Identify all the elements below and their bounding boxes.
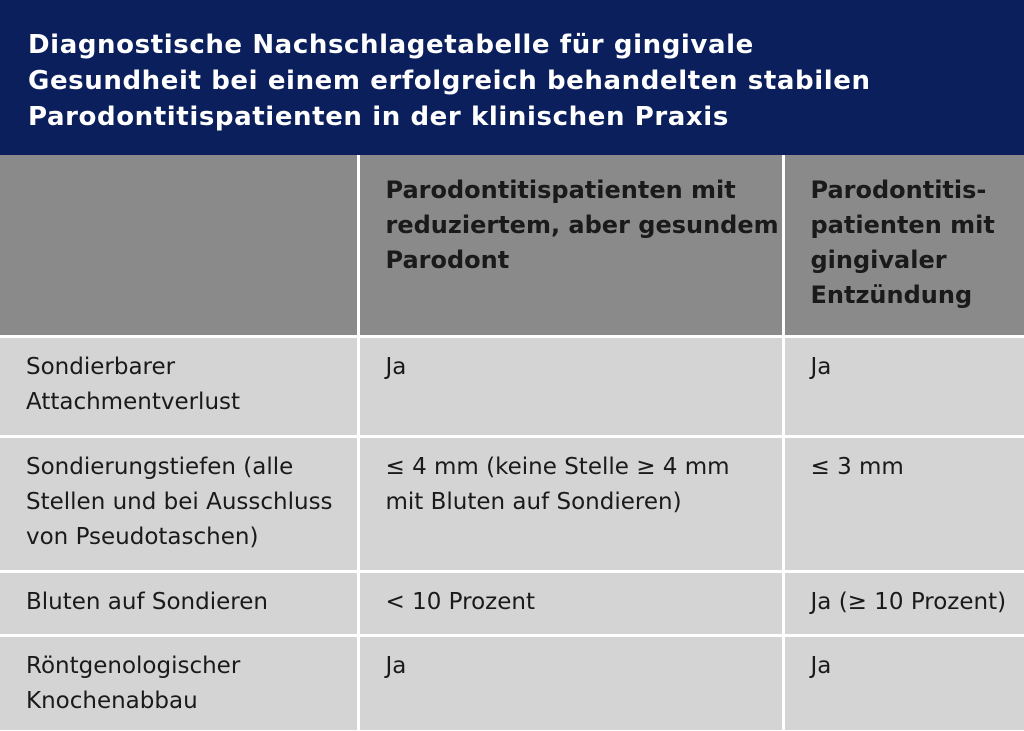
cell-text-line: Stellen und bei Ausschluss xyxy=(26,488,333,515)
diagnostic-table xyxy=(0,155,1024,731)
inflamed-value-cell xyxy=(783,336,1024,436)
row-label-cell xyxy=(0,635,358,731)
healthy-value-cell xyxy=(358,336,783,436)
cell-text-line: Knochenabbau xyxy=(26,687,198,714)
cell-text-line: mit Bluten auf Sondieren) xyxy=(385,488,682,515)
table-row xyxy=(0,336,1024,436)
header-healthy-periodontium xyxy=(358,155,783,336)
cell-text-line: < 10 Prozent xyxy=(385,588,535,615)
cell-text-line: Attachmentverlust xyxy=(26,388,241,415)
table-row xyxy=(0,635,1024,731)
cell-text-line: von Pseudotaschen) xyxy=(26,523,259,550)
inflamed-value-cell xyxy=(783,571,1024,635)
header-text-line: gingivaler xyxy=(810,246,947,274)
cell-text-line: ≤ 4 mm (keine Stelle ≥ 4 mm xyxy=(385,453,730,480)
inflamed-value-cell xyxy=(783,436,1024,571)
title-line: Diagnostische Nachschlagetabelle für gingivale xyxy=(28,30,754,60)
healthy-value-cell xyxy=(358,571,783,635)
healthy-value-cell xyxy=(358,436,783,571)
cell-text-line: Ja xyxy=(810,353,832,380)
row-label-cell xyxy=(0,336,358,436)
cell-text-line: Bluten auf Sondieren xyxy=(26,588,268,615)
header-text-line: Parodont xyxy=(385,246,510,274)
header-text-line: Parodontitis- xyxy=(810,176,987,204)
header-text-line: reduziertem, aber gesundem xyxy=(385,211,779,239)
title-line: Parodontitispatienten in der klinischen Praxis xyxy=(28,102,729,132)
header-text-line: patienten mit xyxy=(810,211,995,239)
cell-text-line: Ja (≥ 10 Prozent) xyxy=(810,588,1007,615)
table-title xyxy=(0,0,1024,155)
header-empty-cell xyxy=(0,155,358,336)
header-row xyxy=(0,155,1024,336)
cell-text-line: Sondierbarer xyxy=(26,353,176,380)
header-text-line: Parodontitispatienten mit xyxy=(385,176,736,204)
healthy-value-cell xyxy=(358,635,783,731)
cell-text-line: Ja xyxy=(810,652,832,679)
row-label-cell xyxy=(0,436,358,571)
cell-text-line: Ja xyxy=(385,652,407,679)
cell-text-line: Röntgenologischer xyxy=(26,652,241,679)
title-line: Gesundheit bei einem erfolgreich behandelten stabilen xyxy=(28,66,871,96)
cell-text-line: ≤ 3 mm xyxy=(810,453,904,480)
row-label-cell xyxy=(0,571,358,635)
header-gingival-inflammation xyxy=(783,155,1024,336)
header-text-line: Entzündung xyxy=(810,281,973,309)
cell-text-line: Ja xyxy=(385,353,407,380)
table-row xyxy=(0,571,1024,635)
inflamed-value-cell xyxy=(783,635,1024,731)
cell-text-line: Sondierungstiefen (alle xyxy=(26,453,294,480)
table-row xyxy=(0,436,1024,571)
